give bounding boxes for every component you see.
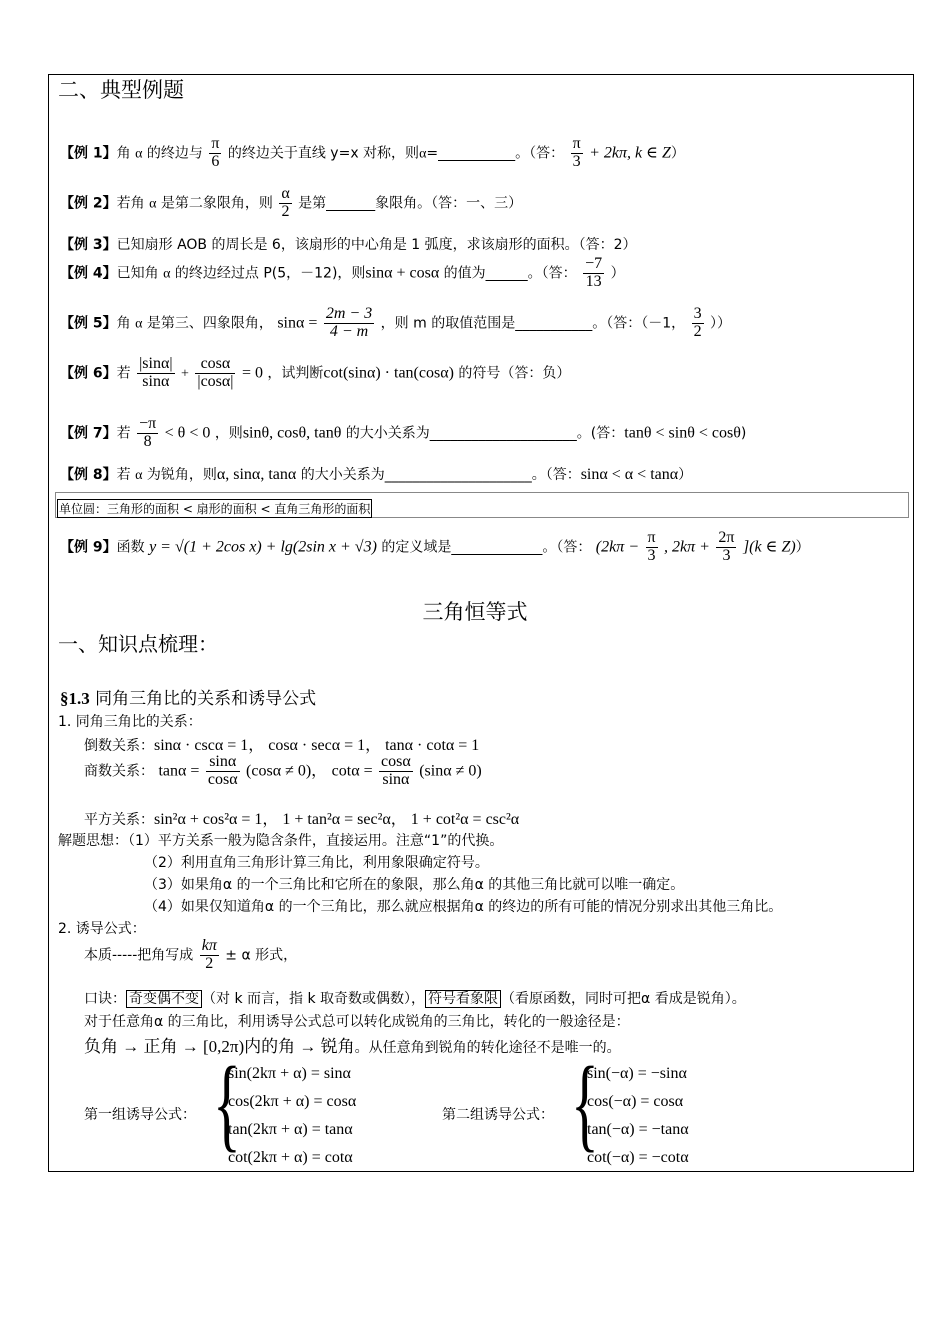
item-2-heading: 2. 诱导公式： bbox=[58, 921, 146, 937]
example-6: 【例 6】若 $\frac{|\sin\alpha|}{\sin\alpha}$ + $\frac{\cos\alpha}{|\cos\alpha|}$ = 0 ，试判断cot(sinα) · tan(cosα) 的符号（答：负） bbox=[60, 355, 571, 390]
section-heading-knowledge: 一、知识点梳理： bbox=[58, 632, 218, 656]
square-relation: 平方关系：sin²α + cos²α = 1， 1 + tan²α = sec²α， 1 + cot²α = csc²α bbox=[84, 811, 520, 828]
section-title-identity: 三角恒等式 bbox=[422, 600, 528, 624]
mnemonic-sign-box: 符号看象限 bbox=[425, 990, 501, 1008]
subsection-1-3: §1.3 同角三角比的关系和诱导公式 bbox=[60, 689, 317, 709]
reciprocal-relation: 倒数关系：sinα · cscα = 1， cosα · secα = 1， tanα · cotα = 1 bbox=[84, 737, 480, 754]
group-2-brace: { bbox=[571, 1044, 599, 1162]
essence-line: 本质-----把角写成 $\frac{k\pi}{2}$ ± α 形式， bbox=[84, 937, 298, 972]
example-4: 【例 4】已知角 α 的终边经过点 P(5，－12)，则sinα + cosα 的值为______。（答： $\frac{-7}{13}$ ） bbox=[60, 255, 625, 290]
example-1: 【例 1】角 α 的终边与 $\frac{\pi}{6}$ 的终边关于直线 y=x 对称，则α=___________。（答： $\frac{\pi}{3}$ + 2kπ, k ∈ Z） bbox=[60, 135, 685, 170]
conversion-path: 负角 → 正角 → [0,2π)内的角 → 锐角。从任意角到锐角的转化途径不是唯一的。 bbox=[84, 1037, 621, 1056]
quotient-relation: 商数关系： tanα = $\frac{\sin\alpha}{\cos\alpha}$ (cosα ≠ 0)， cotα = $\frac{\cos\alpha}{\sin\alpha}$ (sinα ≠ 0) bbox=[84, 753, 482, 788]
mnemonic-odd-even-box: 奇变偶不变 bbox=[126, 990, 202, 1008]
section-heading-examples: 二、典型例题 bbox=[58, 78, 184, 102]
group-1-label: 第一组诱导公式： bbox=[84, 1107, 196, 1123]
example-7: 【例 7】若 $\frac{-\pi}{8}$ < θ < 0 ，则sinθ, cosθ, tanθ 的大小关系为_____________________。(答：tanθ < sinθ < cosθ) bbox=[60, 415, 747, 450]
example-8: 【例 8】若 α 为锐角，则α, sinα, tanα 的大小关系为_____________________。（答：sinα < α < tanα） bbox=[60, 466, 693, 483]
example-2: 【例 2】若角 α 是第二象限角，则 $\frac{\alpha}{2}$ 是第_______象限角。（答：一、三） bbox=[60, 185, 523, 220]
tip-4: （4）如果仅知道角α 的一个三角比，那么就应根据角α 的终边的所有可能的情况分别求出其他三角比。 bbox=[144, 899, 783, 915]
tip-1: 解题思想：（1）平方关系一般为隐含条件，直接运用。注意“1”的代换。 bbox=[58, 833, 504, 849]
unit-circle-note: 单位圆：三角形的面积 < 扇形的面积 < 直角三角形的面积 bbox=[57, 499, 372, 518]
example-5: 【例 5】角 α 是第三、四象限角， sinα = $\frac{2m - 3}{4 - m}$ ，则 m 的取值范围是___________。（答：（－1， $\frac{3}{2}$ ）） bbox=[60, 305, 732, 340]
item-1-heading: 1. 同角三角比的关系： bbox=[58, 714, 202, 730]
example-9: 【例 9】函数 y = √(1 + 2cos x) + lg(2sin x + √3) 的定义域是_____________。（答： (2kπ − $\frac{\pi}{3}$ , 2kπ + $\frac{2\pi}{3}$ ](k ∈ Z)） bbox=[60, 529, 810, 564]
example-3: 【例 3】已知扇形 AOB 的周长是 6，该扇形的中心角是 1 弧度，求该扇形的面积。（答：2） bbox=[60, 237, 637, 253]
tip-3: （3）如果角α 的一个三角比和它所在的象限，那么角α 的其他三角比就可以唯一确定。 bbox=[144, 877, 685, 893]
group-2-label: 第二组诱导公式： bbox=[442, 1107, 554, 1123]
mnemonic-line: 口诀： 奇变偶不变 （对 k 而言，指 k 取奇数或偶数）， 符号看象限 （看原函数，同时可把α 看成是锐角）。 bbox=[84, 991, 746, 1007]
group-2-formulas: sin(−α) = −sinα cos(−α) = cosα tan(−α) = −tanα cot(−α) = −cotα bbox=[587, 1065, 689, 1166]
group-1-brace: { bbox=[213, 1044, 241, 1162]
arbitrary-angle-line: 对于任意角α 的三角比，利用诱导公式总可以转化成锐角的三角比，转化的一般途径是： bbox=[84, 1014, 630, 1030]
group-1-formulas: sin(2kπ + α) = sinα cos(2kπ + α) = cosα tan(2kπ + α) = tanα cot(2kπ + α) = cotα bbox=[228, 1065, 357, 1166]
tip-2: （2）利用直角三角形计算三角比，利用象限确定符号。 bbox=[144, 855, 489, 871]
